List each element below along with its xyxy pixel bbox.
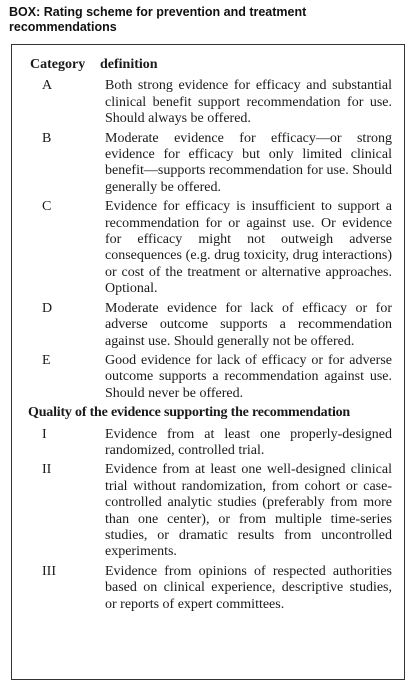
quality-code: I — [42, 426, 47, 442]
rating-scheme-box — [11, 44, 405, 680]
category-definition: Both strong evidence for efficacy and substantial clinical benefit support recommendation for use. Should always be offered. — [105, 78, 392, 127]
quality-definition: Evidence from opinions of respected authorities based on clinical experience, descriptive studies, or reports of expert committees. — [105, 563, 392, 612]
quality-definition: Evidence from at least one well-designed clinical trial without randomization, from cohort or case-controlled analytic studies (preferably from more than one center), or from multiple time-series studies, or dramatic results from uncontrolled experiments. — [105, 462, 392, 560]
quality-code: II — [42, 462, 52, 478]
quality-row — [30, 462, 392, 560]
table-header — [30, 57, 392, 73]
category-code: C — [42, 199, 52, 215]
category-row — [30, 301, 392, 350]
quality-row — [30, 564, 392, 613]
category-row — [30, 353, 392, 402]
category-code: E — [42, 352, 51, 368]
category-definition: Evidence for efficacy is insufficient to support a recommendation for or against use. Or evidence for efficacy might not outweigh adverse consequences (e.g. drug toxicity, drug interactions) or cost of the treatment or alternative approaches. Optional. — [105, 199, 392, 297]
category-definition: Moderate evidence for efficacy—or strong evidence for efficacy but only limited clinical benefit—supports recommendation for use. Should generally be offered. — [105, 130, 392, 195]
category-definition: Moderate evidence for lack of efficacy or for adverse outcome supports a recommendation against use. Should generally not be offered. — [105, 300, 392, 349]
header-category: Category — [30, 57, 86, 72]
quality-code: III — [42, 563, 56, 579]
category-row — [30, 131, 392, 197]
quality-row — [30, 427, 392, 460]
category-definition: Good evidence for lack of efficacy or for adverse outcome supports a recommendation against use. Should never be offered. — [105, 352, 392, 401]
category-code: B — [42, 130, 52, 146]
box-title: BOX: Rating scheme for prevention and treatment recommendations — [9, 5, 307, 34]
category-code: A — [42, 78, 53, 94]
category-row — [30, 199, 392, 297]
rating-table — [30, 57, 392, 616]
category-row — [30, 78, 392, 127]
header-definition: definition — [100, 57, 158, 72]
quality-heading: Quality of the evidence supporting the recommendation — [28, 405, 351, 421]
quality-definition: Evidence from at least one properly-designed randomized, controlled trial. — [105, 426, 392, 458]
category-code: D — [42, 300, 53, 316]
